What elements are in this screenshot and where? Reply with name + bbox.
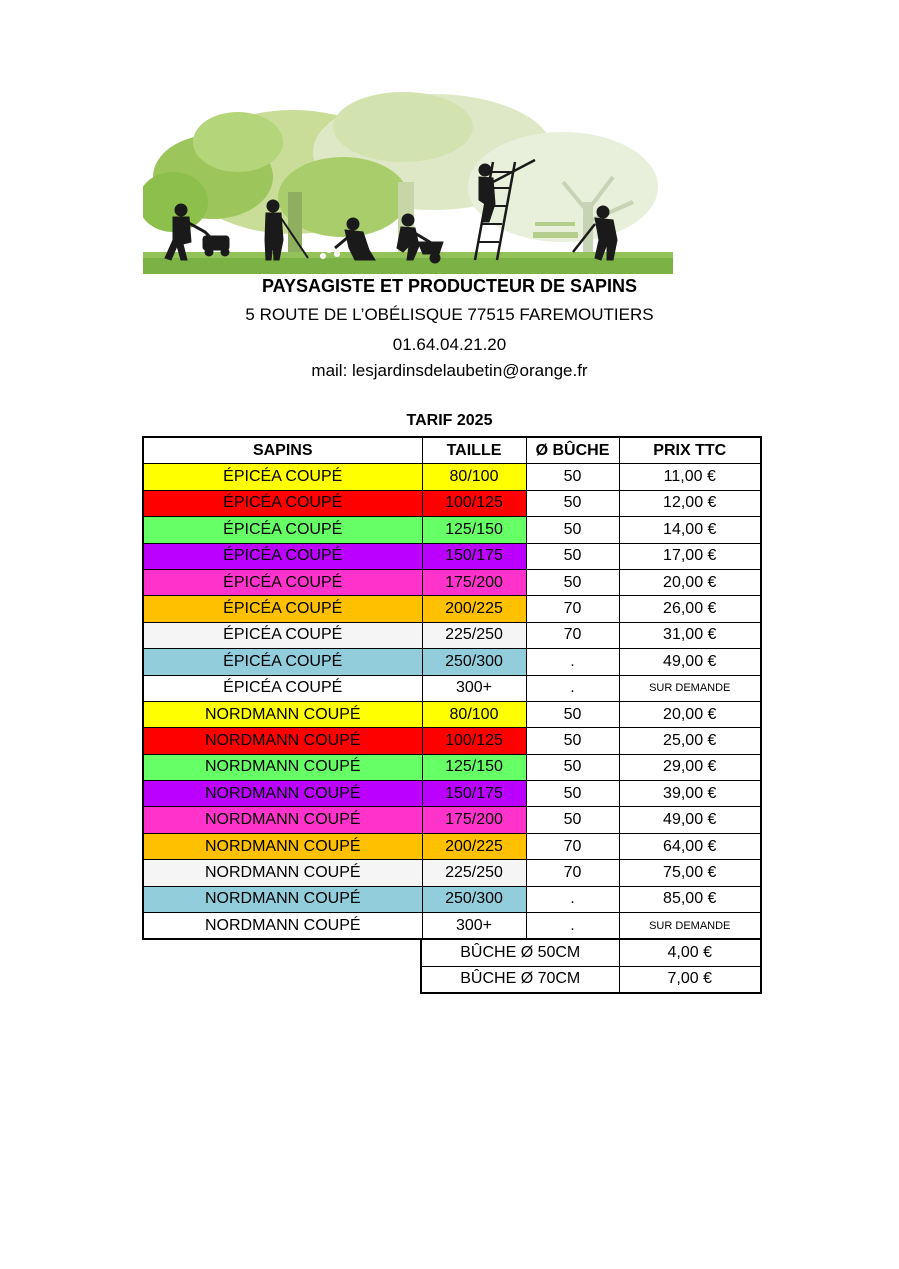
log-diameter-cell: 50 [526, 728, 619, 754]
tree-size-cell: 80/100 [422, 701, 526, 727]
price-cell: 49,00 € [619, 649, 761, 675]
table-row [143, 464, 761, 490]
price-cell: 20,00 € [619, 569, 761, 595]
price-cell: SUR DEMANDE [619, 913, 761, 940]
table-row [143, 886, 761, 912]
tree-size-cell: 100/125 [422, 490, 526, 516]
company-email: mail: lesjardinsdelaubetin@orange.fr [311, 361, 588, 380]
log-diameter-cell: . [526, 649, 619, 675]
tree-name-cell: NORDMANN COUPÉ [143, 701, 422, 727]
tree-size-cell: 250/300 [422, 886, 526, 912]
log-diameter-cell: 70 [526, 833, 619, 859]
tree-name-cell: ÉPICÉA COUPÉ [143, 543, 422, 569]
price-cell: 39,00 € [619, 781, 761, 807]
price-cell: 20,00 € [619, 701, 761, 727]
log-diameter-cell: 50 [526, 781, 619, 807]
table-row [143, 649, 761, 675]
log-diameter-cell: 50 [526, 543, 619, 569]
tree-size-cell: 300+ [422, 913, 526, 940]
log-label: BÛCHE Ø 50CM [421, 939, 619, 966]
table-row [143, 728, 761, 754]
tree-size-cell: 100/125 [422, 728, 526, 754]
tree-size-cell: 125/150 [422, 754, 526, 780]
tree-name-cell: NORDMANN COUPÉ [143, 728, 422, 754]
log-diameter-cell: 50 [526, 464, 619, 490]
table-row [143, 701, 761, 727]
tree-size-cell: 175/200 [422, 569, 526, 595]
company-phone: 01.64.04.21.20 [392, 335, 507, 354]
table-row [143, 913, 761, 940]
log-price: 7,00 € [619, 966, 761, 993]
price-table [142, 436, 762, 940]
tree-size-cell: 225/250 [422, 622, 526, 648]
column-header-prix: PRIX TTC [619, 437, 761, 464]
price-cell: 17,00 € [619, 543, 761, 569]
tree-size-cell: 150/175 [422, 543, 526, 569]
log-label: BÛCHE Ø 70CM [421, 966, 619, 993]
tree-name-cell: ÉPICÉA COUPÉ [143, 675, 422, 701]
tree-name-cell: ÉPICÉA COUPÉ [143, 464, 422, 490]
price-cell: 29,00 € [619, 754, 761, 780]
log-diameter-cell: 50 [526, 701, 619, 727]
table-row [143, 781, 761, 807]
tree-name-cell: ÉPICÉA COUPÉ [143, 569, 422, 595]
table-header-row [143, 437, 761, 464]
log-diameter-cell: . [526, 675, 619, 701]
table-row [143, 490, 761, 516]
company-name: PAYSAGISTE ET PRODUCTEUR DE SAPINS [261, 276, 638, 296]
price-cell: 31,00 € [619, 622, 761, 648]
log-price-table [420, 938, 762, 994]
table-row [143, 807, 761, 833]
table-row [143, 569, 761, 595]
price-cell: 26,00 € [619, 596, 761, 622]
tree-name-cell: ÉPICÉA COUPÉ [143, 596, 422, 622]
column-header-taille: TAILLE [422, 437, 526, 464]
tree-name-cell: ÉPICÉA COUPÉ [143, 517, 422, 543]
tree-size-cell: 225/250 [422, 860, 526, 886]
tree-name-cell: NORDMANN COUPÉ [143, 860, 422, 886]
log-diameter-cell: 70 [526, 596, 619, 622]
price-cell: 64,00 € [619, 833, 761, 859]
log-diameter-cell: 50 [526, 807, 619, 833]
table-row [143, 833, 761, 859]
tree-size-cell: 150/175 [422, 781, 526, 807]
tree-size-cell: 175/200 [422, 807, 526, 833]
tree-size-cell: 125/150 [422, 517, 526, 543]
tree-size-cell: 200/225 [422, 596, 526, 622]
tree-size-cell: 200/225 [422, 833, 526, 859]
price-cell: 49,00 € [619, 807, 761, 833]
table-row [143, 517, 761, 543]
tree-name-cell: NORDMANN COUPÉ [143, 913, 422, 940]
log-diameter-cell: 50 [526, 490, 619, 516]
log-diameter-cell: 50 [526, 754, 619, 780]
log-diameter-cell: . [526, 886, 619, 912]
tree-name-cell: NORDMANN COUPÉ [143, 754, 422, 780]
price-cell: 75,00 € [619, 860, 761, 886]
tree-size-cell: 300+ [422, 675, 526, 701]
price-cell: 14,00 € [619, 517, 761, 543]
table-row [421, 939, 761, 966]
tree-name-cell: ÉPICÉA COUPÉ [143, 490, 422, 516]
company-address: 5 ROUTE DE L’OBÉLISQUE 77515 FAREMOUTIERS [245, 305, 654, 324]
log-diameter-cell: . [526, 913, 619, 940]
tree-size-cell: 80/100 [422, 464, 526, 490]
log-diameter-cell: 50 [526, 517, 619, 543]
table-row [143, 622, 761, 648]
log-diameter-cell: 50 [526, 569, 619, 595]
tree-name-cell: ÉPICÉA COUPÉ [143, 622, 422, 648]
price-cell: 25,00 € [619, 728, 761, 754]
log-price: 4,00 € [619, 939, 761, 966]
price-cell: 85,00 € [619, 886, 761, 912]
table-row [143, 675, 761, 701]
tree-name-cell: NORDMANN COUPÉ [143, 886, 422, 912]
tree-name-cell: NORDMANN COUPÉ [143, 833, 422, 859]
table-row [421, 966, 761, 993]
tree-name-cell: NORDMANN COUPÉ [143, 781, 422, 807]
tree-name-cell: ÉPICÉA COUPÉ [143, 649, 422, 675]
price-cell: 11,00 € [619, 464, 761, 490]
table-row [143, 860, 761, 886]
price-cell: SUR DEMANDE [619, 675, 761, 701]
table-row [143, 754, 761, 780]
price-list-title: TARIF 2025 [406, 412, 493, 429]
tree-name-cell: NORDMANN COUPÉ [143, 807, 422, 833]
column-header-buche: Ø BÛCHE [526, 437, 619, 464]
price-cell: 12,00 € [619, 490, 761, 516]
table-row [143, 543, 761, 569]
table-row [143, 596, 761, 622]
column-header-sapins: SAPINS [143, 437, 422, 464]
log-diameter-cell: 70 [526, 860, 619, 886]
tree-size-cell: 250/300 [422, 649, 526, 675]
gardeners-banner-image [143, 82, 673, 274]
log-diameter-cell: 70 [526, 622, 619, 648]
